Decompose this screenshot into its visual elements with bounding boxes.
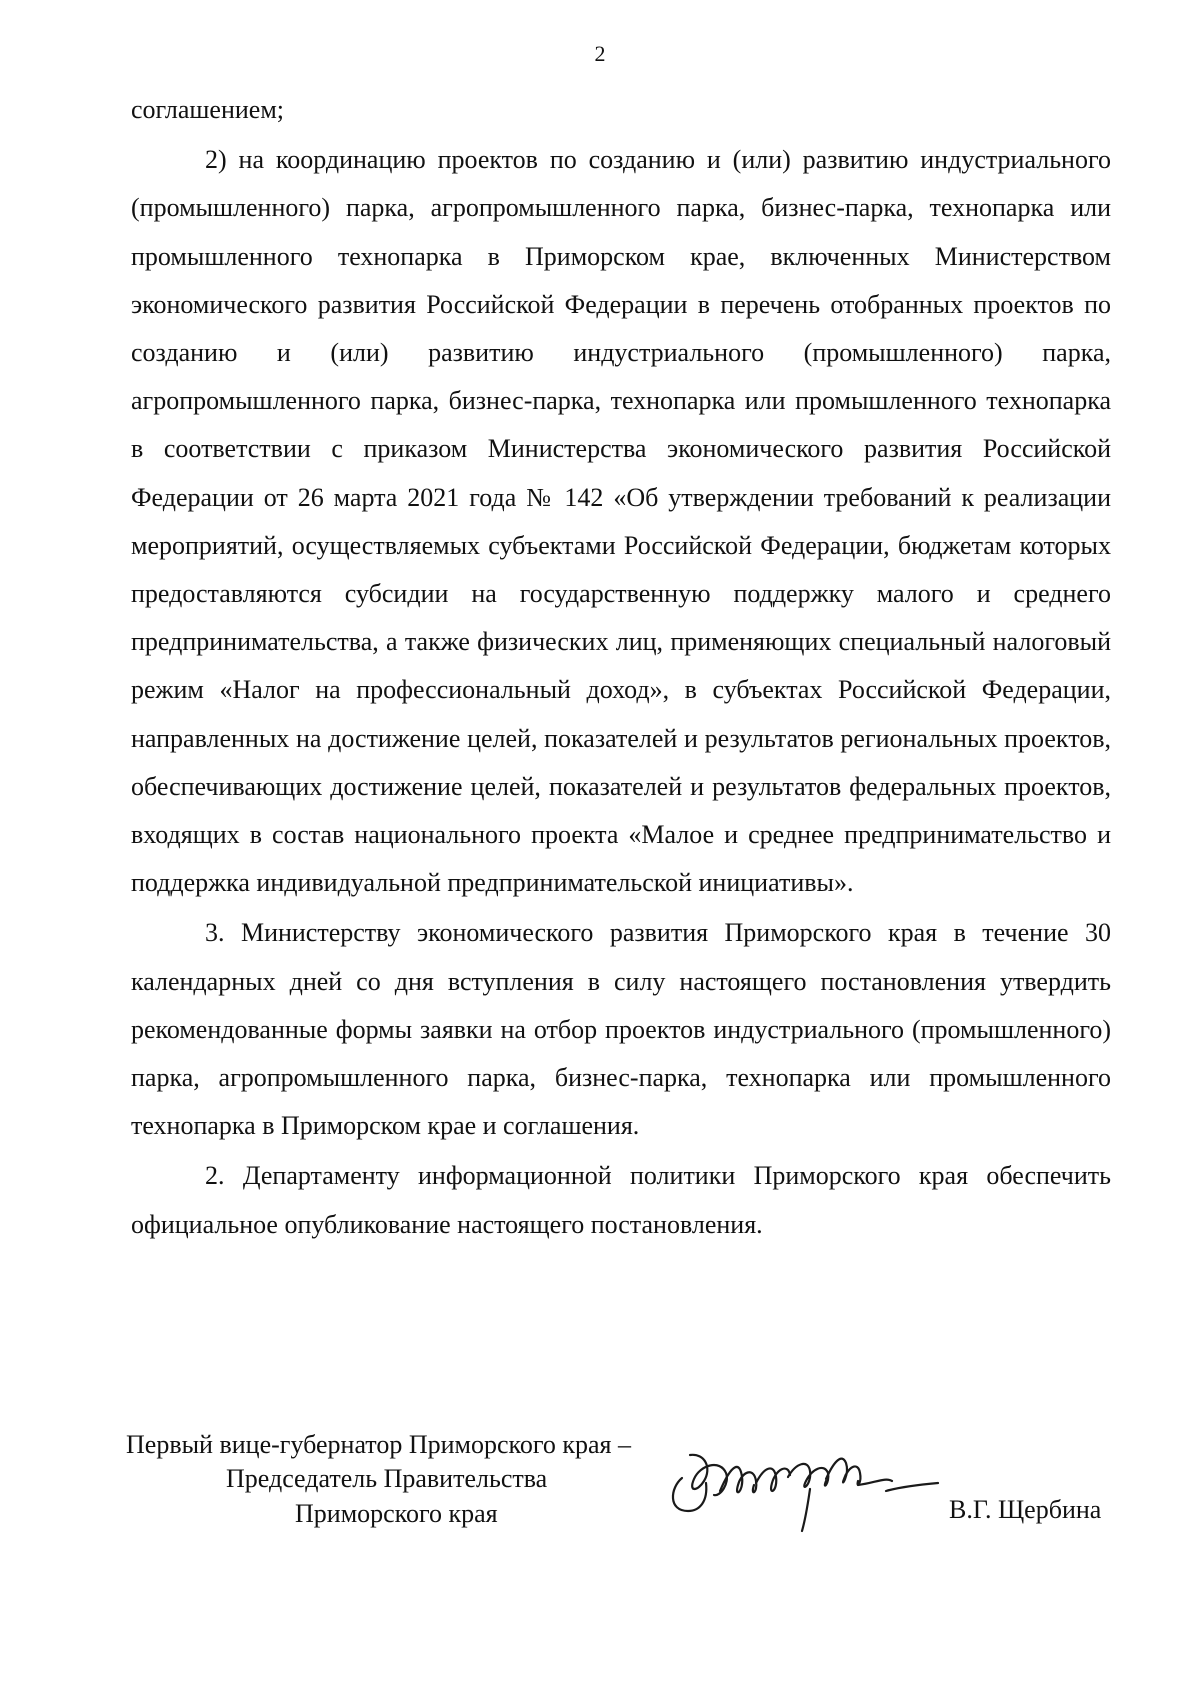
- paragraph-item-3: 3. Министерству экономического развития Приморского края в течение 30 календарных дней со дня вступления в силу настоящего постановления утвердить рекомендованные формы заявки на отбор проектов индустриального (промышленного) парка, агропромышленного парка, бизнес-парка, технопарка или промышленного технопарка в Приморском крае и соглашения.: [131, 918, 1111, 1141]
- handwritten-signature: [660, 1433, 940, 1538]
- signatory-name: В.Г. Щербина: [949, 1495, 1102, 1524]
- document-body: [131, 86, 1111, 1249]
- signatory-position-line2: Председатель Правительства: [226, 1464, 548, 1493]
- paragraph-item-4: 2. Департаменту информационной политики Приморского края обеспечить официальное опубликование настоящего постановления.: [131, 1161, 1111, 1239]
- paragraph-continuation: соглашением;: [131, 95, 285, 124]
- signatory-position-line3: Приморского края: [295, 1499, 498, 1528]
- paragraph-item-2: 2) на координацию проектов по созданию и (или) развитию индустриального (промышленного) парка, агропромышленного парка, бизнес-парка, технопарка или промышленного технопарка в Приморском крае, включенных Министерством экономического развития Российской Федерации в перечень отобранных проектов по созданию и (или) развитию индустриального (промышленного) парка, агропромышленного парка, бизнес-парка, технопарка или промышленного технопарка в соответствии с приказом Министерства экономического развития Российской Федерации от 26 марта 2021 года № 142 «Об утверждении требований к реализации мероприятий, осуществляемых субъектами Российской Федерации, бюджетам которых предоставляются субсидии на государственную поддержку малого и среднего предпринимательства, а также физических лиц, применяющих специальный налоговый режим «Налог на профессиональный доход», в субъектах Российской Федерации, направленных на достижение целей, показателей и результатов региональных проектов, обеспечивающих достижение целей, показателей и результатов федеральных проектов, входящих в состав национального проекта «Малое и среднее предпринимательство и поддержка индивидуальной предпринимательской инициативы».: [131, 145, 1111, 898]
- signature-block: [0, 1428, 1200, 1538]
- page-number: 2: [594, 41, 606, 66]
- signatory-position-line1: Первый вице-губернатор Приморского края –: [126, 1430, 631, 1459]
